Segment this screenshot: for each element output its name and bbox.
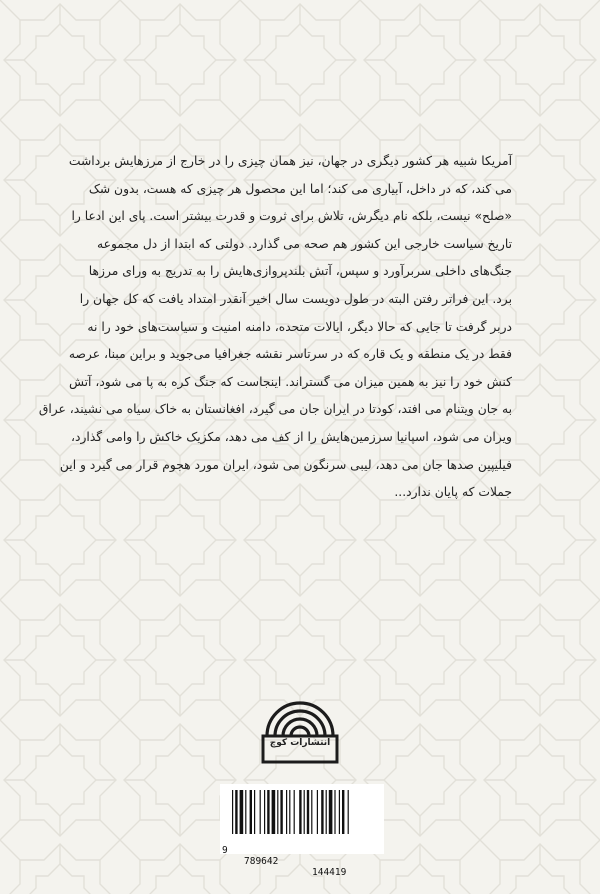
barcode-bar (299, 790, 301, 834)
barcode-bar (286, 790, 287, 834)
blurb-text (38, 148, 512, 507)
blurb-line: فقط در یک منطقه و یک قاره که در سرتاسر نقشه جغرافیا می‌جوید و براین مبنا، عرصه (68, 347, 512, 362)
blurb-line: دربر گرفت تا جایی که حالا دیگر، ایالات متحده، دامنه امنیت و سیاست‌های خود را نه (87, 319, 512, 334)
barcode-bar (264, 790, 265, 834)
publisher-logo (257, 680, 343, 768)
barcode-bar (339, 790, 340, 834)
barcode-bar (289, 790, 290, 834)
barcode-bar (329, 790, 333, 834)
blurb-line: فیلیپین صدها جان می دهد، لیبی سرنگون می شود، ایران مورد هجوم قرار می گیرد و این (59, 457, 512, 472)
blurb-line: آمریکا شبیه هر کشور دیگری در جهان، نیز همان چیزی را در خارج از مرزهایش برداشت (68, 154, 512, 168)
barcode-bars (230, 790, 374, 834)
barcode-bar (334, 790, 335, 834)
barcode-bar (304, 790, 305, 834)
barcode-bar (311, 790, 312, 834)
blurb-line: به جان ویتنام می افتد، کودتا در ایران جان می گیرد، افغانستان به خاک سیاه می نشیند، عراق (38, 402, 512, 417)
barcode-bar (245, 790, 246, 834)
blurb-line: برد. این فراتر رفتن البته در طول دویست سال اخیر آنقدر امتداد یافت که کل جهان را (79, 291, 512, 306)
barcode-bar (260, 790, 261, 834)
blurb-line: تاریخ سیاست خارجی این کشور هم صحه می گذارد. دولتی که ابتدا از دل مجموعه (97, 236, 512, 251)
blurb-line: «صلح» نیست، بلکه نام دیگرش، تلاش برای ثروت و قدرت بیشتر است. پای این ادعا را (71, 209, 512, 224)
isbn-barcode (220, 784, 384, 878)
blurb-line: جنگ‌های داخلی سربرآورد و سپس، آتش بلندپروازی‌هایش را به تدریج به ورای مرزها (88, 264, 512, 279)
barcode-bar (317, 790, 318, 834)
barcode-bar (267, 790, 269, 834)
blurb-line: کنش خود را نیز به همین میزان می گستراند. اینجاست که جنگ کره به پا می شود، آتش (68, 374, 512, 389)
blurb-line: می کند، که در داخل، آبیاری می کند؛ اما این محصول هر چیزی که هست، بدون شک (88, 181, 512, 196)
barcode-bar (272, 790, 276, 834)
barcode-bar (277, 790, 278, 834)
barcode-bar (254, 790, 255, 834)
blurb-line: ویران می شود، اسپانیا سرزمین‌هایش را از کف می دهد، مکزیک خاکش را وامی گذارد، (71, 429, 512, 444)
barcode-bar (240, 790, 244, 834)
barcode-bar (232, 790, 233, 834)
isbn-digits (220, 834, 384, 889)
barcode-bar (307, 790, 309, 834)
publisher-name: انتشارات کوچ (269, 738, 331, 748)
isbn-digit-first: 9 (222, 845, 228, 856)
isbn-digit-group-2: 144419 (312, 867, 347, 878)
barcode-bar (326, 790, 327, 834)
barcode-bar (321, 790, 323, 834)
barcode-bar (250, 790, 252, 834)
blurb-line: جملات که پایان ندارد... (394, 485, 512, 500)
barcode-bar (235, 790, 237, 834)
barcode-bar (280, 790, 282, 834)
barcode-bar (348, 790, 349, 834)
barcode-bar (294, 790, 295, 834)
publisher-logo-icon (257, 680, 343, 768)
isbn-digit-group-1: 789642 (244, 856, 279, 867)
barcode-bar (342, 790, 344, 834)
